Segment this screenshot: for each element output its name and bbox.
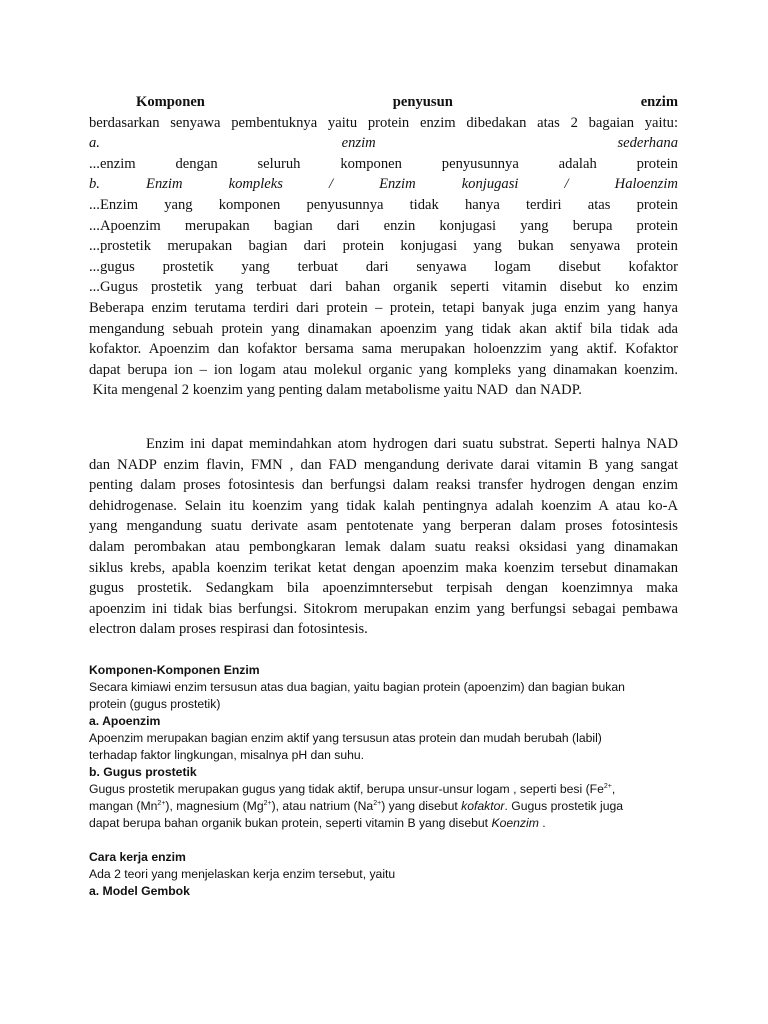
word: enzim	[341, 135, 376, 152]
text-line: Secara kimiawi enzim tersusun atas dua bagian, yaitu bagian protein (apoenzim) dan bagian bukan	[89, 680, 625, 694]
word: protein	[636, 155, 678, 172]
word: yang	[520, 217, 549, 234]
word: konjugasi	[400, 238, 458, 255]
superscript: 2+	[603, 782, 612, 790]
heading-komponen-komponen-enzim: Komponen-Komponen Enzim	[89, 663, 260, 677]
heading-gugus-prostetik: b. Gugus prostetik	[89, 765, 197, 779]
text-span: ), atau natrium (Na	[271, 799, 374, 813]
text-line: berdasarkan senyawa pembentuknya yaitu protein enzim dibedakan atas 2 bagaian yaitu:	[89, 114, 678, 131]
paragraph-line: penting dalam proses fotosintesis dan berfungsi dalam reaksi transfer hydrogen dengan enzim	[89, 477, 678, 494]
word: protein	[636, 238, 678, 255]
paragraph-enzim-hydrogen	[89, 434, 678, 640]
word: kompleks	[228, 176, 283, 193]
word: penyusunnya	[306, 196, 384, 213]
word: dari	[336, 217, 360, 234]
paragraph-line: dan NADP enzim flavin, FMN , dan FAD mengandung derivate darai vitamin B yang sangat	[89, 456, 678, 473]
word: /	[564, 176, 569, 193]
text-span: ) yang disebut	[381, 799, 462, 813]
paragraph-line: siklus krebs, apabla koenzim terikat ketat dengan apoenzim maka koenzim tersebut dinamakan	[89, 559, 678, 576]
paragraph-line: dapat berupa ion – ion logam atau molekul organic yang kompleks yang dinamakan koenzim.	[89, 361, 678, 378]
text-line	[89, 195, 678, 216]
paragraph-line: dalam perombakan atau pembongkaran lemak dalam suatu reaksi oksidasi yang dinamakan	[89, 538, 678, 555]
superscript: 2+	[157, 799, 166, 807]
word: ...gugus	[89, 258, 135, 275]
text-span: mangan (Mn	[89, 799, 158, 813]
word: bagian	[273, 217, 313, 234]
text-span: Gugus prostetik merupakan gugus yang tidak aktif, berupa unsur-unsur logam , seperti besi (Fe	[89, 782, 604, 796]
heading-cara-kerja-enzim: Cara kerja enzim	[89, 850, 186, 864]
word: disebut	[558, 258, 601, 275]
text-line	[89, 216, 678, 237]
word: komponen	[340, 155, 402, 172]
word: konjugasi	[439, 217, 497, 234]
word: terbuat	[297, 258, 339, 275]
word: merupakan	[167, 238, 233, 255]
heading-komponen-penyusun	[89, 92, 678, 113]
section-cara-kerja-enzim	[89, 849, 689, 900]
word: yang	[241, 258, 270, 275]
paragraph-line: electron dalam proses respirasi dan fotosintesis.	[89, 621, 368, 638]
text-line: terhadap faktor lingkungan, misalnya pH dan suhu.	[89, 748, 365, 762]
section-komponen-penyusun	[89, 92, 678, 401]
item-a-enzim-sederhana	[89, 133, 678, 154]
word: sederhana	[617, 135, 678, 152]
word: adalah	[558, 155, 597, 172]
heading-model-gembok: a. Model Gembok	[89, 884, 190, 898]
section-komponen-komponen-enzim	[89, 662, 689, 832]
word: b.	[89, 176, 100, 193]
word: dari	[365, 258, 389, 275]
word: dengan	[175, 155, 218, 172]
word: dari	[303, 238, 327, 255]
paragraph-line: kofaktor. Apoenzim dan kofaktor bersama sama merupakan holoenzzim yang aktif. Kofaktor	[89, 341, 678, 358]
word: prostetik	[162, 258, 214, 275]
word: terdiri	[525, 196, 562, 213]
word: seluruh	[257, 155, 301, 172]
word: a.	[89, 135, 100, 152]
item-b-enzim-kompleks	[89, 174, 678, 195]
word: protein	[636, 196, 678, 213]
paragraph-line: Beberapa enzim terutama terdiri dari protein – protein, tetapi banyak juga enzim yang hanya	[89, 299, 678, 316]
word: senyawa	[416, 258, 467, 275]
word: penyusunnya	[441, 155, 519, 172]
word: bukan	[518, 238, 554, 255]
text-line	[89, 798, 689, 815]
word: ...enzim	[89, 155, 136, 172]
text-line	[89, 154, 678, 175]
text-line	[89, 781, 689, 798]
word: Enzim	[146, 176, 183, 193]
word: hanya	[464, 196, 500, 213]
word: logam	[494, 258, 531, 275]
superscript: 2+	[263, 799, 272, 807]
word: komponen	[218, 196, 281, 213]
text-line: Ada 2 teori yang menjelaskan kerja enzim tersebut, yaitu	[89, 867, 396, 881]
word: merupakan	[184, 217, 250, 234]
text-line: Apoenzim merupakan bagian enzim aktif yang tersusun atas protein dan mudah berubah (labil)	[89, 731, 602, 745]
heading-apoenzim: a. Apoenzim	[89, 714, 161, 728]
paragraph-line: dehidrogenase. Selain itu koenzim yang tidak kalah pentingnya adalah koenzim A atau ko-A	[89, 497, 678, 514]
word: yang	[473, 238, 502, 255]
text-line: protein (gugus prostetik)	[89, 697, 221, 711]
text-span: .	[538, 816, 546, 830]
word: enzim	[640, 94, 678, 110]
paragraph-line: Enzim ini dapat memindahkan atom hydrogen dari suatu substrat. Seperti halnya NAD	[146, 436, 678, 452]
text-line: ...Gugus prostetik yang terbuat dari bahan organik seperti vitamin disebut ko enzim	[89, 279, 678, 296]
text-line	[89, 236, 678, 257]
word: ...Apoenzim	[89, 217, 161, 234]
text-span: dapat berupa bahan organik bukan protein, seperti vitamin B yang disebut	[89, 816, 492, 830]
text-span: ,	[611, 782, 616, 796]
paragraph-line: yang mengandung suatu derivate asam pentotenate yang berperan dalam proses fotosintesis	[89, 518, 678, 535]
paragraph-line: gugus prostetik. Sedangkam bila apoenzimntersebut terpisah dengan koenzimnya maka	[89, 580, 678, 597]
text-span: . Gugus prostetik juga	[504, 799, 624, 813]
paragraph-line: Kita mengenal 2 koenzim yang penting dalam metabolisme yaitu NAD dan NADP.	[89, 382, 582, 399]
word: bagian	[248, 238, 288, 255]
word: Haloenzim	[614, 176, 678, 193]
superscript: 2+	[373, 799, 382, 807]
word: penyusun	[392, 94, 453, 110]
word: atas	[587, 196, 611, 213]
word: berupa	[572, 217, 613, 234]
word: Komponen	[136, 94, 205, 110]
word: protein	[342, 238, 385, 255]
italic-term-koenzim: Koenzim	[491, 816, 539, 830]
word: yang	[164, 196, 193, 213]
word: enzin	[383, 217, 416, 234]
word: protein	[636, 217, 678, 234]
text-line	[89, 815, 689, 832]
word: ...Enzim	[89, 196, 139, 213]
italic-term-kofaktor: kofaktor	[461, 799, 505, 813]
word: ...prostetik	[89, 238, 152, 255]
word: /	[328, 176, 334, 193]
text-line	[89, 257, 678, 278]
word: tidak	[409, 196, 439, 213]
word: senyawa	[570, 238, 621, 255]
word: konjugasi	[461, 176, 519, 193]
paragraph-line: mengandung sebuah protein yang dinamakan apoenzim yang tidak akan aktif bila tidak ada	[89, 320, 678, 337]
word: Enzim	[379, 176, 416, 193]
word: kofaktor	[628, 258, 678, 275]
paragraph-line: apoenzim ini tidak bias berfungsi. Sitokrom merupakan enzim yang berfungsi sebagai pembawa	[89, 600, 678, 617]
text-span: ), magnesium (Mg	[165, 799, 264, 813]
